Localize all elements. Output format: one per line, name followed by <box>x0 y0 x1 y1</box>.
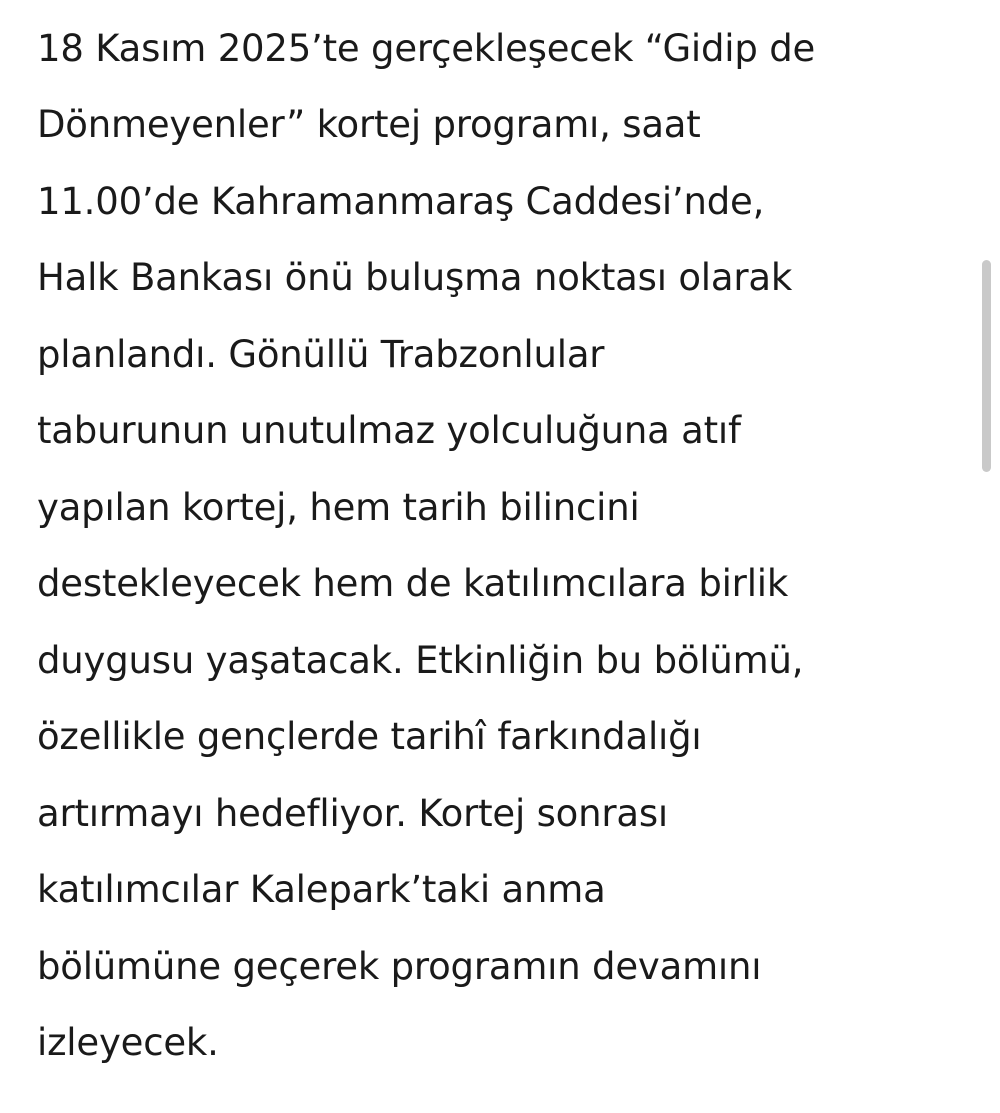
article-line: 11.00’de Kahramanmaraş Caddesi’nde, <box>37 180 765 223</box>
article-line: 18 Kasım 2025’te gerçekleşecek “Gidip de <box>37 27 816 70</box>
article-line: izleyecek. <box>37 1021 219 1064</box>
article-line: yapılan kortej, hem tarih bilincini <box>37 486 640 529</box>
article-line: katılımcılar Kalepark’taki anma <box>37 868 606 911</box>
article-line: planlandı. Gönüllü Trabzonlular <box>37 333 605 376</box>
article-line: bölümüne geçerek programın devamını <box>37 945 762 988</box>
article-line: duygusu yaşatacak. Etkinliğin bu bölümü, <box>37 639 804 682</box>
article-line: Dönmeyenler” kortej programı, saat <box>37 103 701 146</box>
scrollbar-thumb[interactable] <box>982 260 991 472</box>
article-line: Halk Bankası önü buluşma noktası olarak <box>37 256 793 299</box>
article-line: destekleyecek hem de katılımcılara birlik <box>37 562 789 605</box>
article-line: özellikle gençlerde tarihî farkındalığı <box>37 715 702 758</box>
article-line: artırmayı hedefliyor. Kortej sonrası <box>37 792 668 835</box>
article-line: taburunun unutulmaz yolculuğuna atıf <box>37 409 741 452</box>
